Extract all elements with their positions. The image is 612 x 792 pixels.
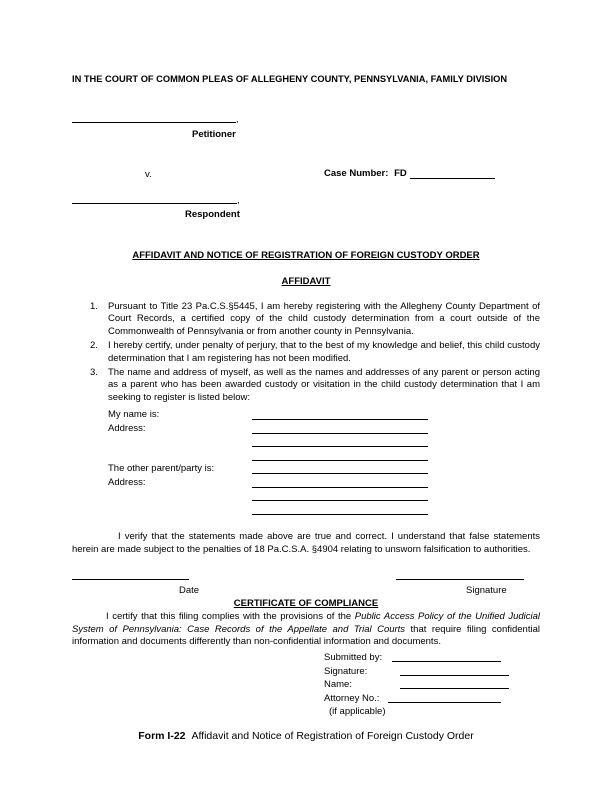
case-number-field[interactable] <box>410 178 495 179</box>
other-address-field-1[interactable] <box>252 487 428 488</box>
form-title: Affidavit and Notice of Registration of Foreign Custody Order <box>191 730 474 742</box>
certificate-title: CERTIFICATE OF COMPLIANCE <box>233 598 379 609</box>
versus-label: v. <box>145 169 152 180</box>
verification-paragraph: I verify that the statements made above are true and correct. I understand that false statements herein are made subject to the penalties of 18 Pa.C.S.A. §4904 relating to unsworn falsification to authorities. <box>72 531 540 555</box>
respondent-label: Respondent <box>185 209 240 220</box>
form-footer <box>0 730 612 742</box>
certificate-text-2: that require filing confidential information and documents differently than non-confidential information and documents. <box>72 623 540 648</box>
signature-label: Signature <box>466 585 507 596</box>
item-text: I hereby certify, under penalty of perjury, that to the best of my knowledge and belief, this child custody determination that I am registering has not been modified. <box>108 340 540 364</box>
date-label: Date <box>179 585 200 596</box>
item-text: The name and address of myself, as well as the names and addresses of any parent or person acting as a parent who has been awarded custody or visitation in the child custody determination that I am seeking to register is listed below: <box>108 367 540 403</box>
date-line[interactable] <box>72 579 189 580</box>
other-party-label: The other parent/party is: <box>108 463 215 474</box>
case-number-text: Case Number: <box>324 168 389 179</box>
attorney-no-label: Attorney No.: <box>324 693 380 704</box>
list-item <box>90 367 540 404</box>
other-address-label: Address: <box>108 477 146 488</box>
attorney-no-field[interactable] <box>388 702 501 703</box>
signature-label-2: Signature: <box>324 666 368 677</box>
court-heading: IN THE COURT OF COMMON PLEAS OF ALLEGHENY COUNTY, PENNSYLVANIA, FAMILY DIVISION <box>72 74 508 84</box>
submitted-by-field[interactable] <box>392 661 501 662</box>
other-address-field-2[interactable] <box>252 500 428 501</box>
my-name-label: My name is: <box>108 409 160 420</box>
respondent-comma: , <box>237 195 240 206</box>
cert-signature-field[interactable] <box>400 675 509 676</box>
other-address-field-3[interactable] <box>252 514 428 515</box>
item-number: 3. <box>90 367 98 379</box>
name-field[interactable] <box>400 688 509 689</box>
form-id: Form I-22 <box>138 730 186 742</box>
document-title: AFFIDAVIT AND NOTICE OF REGISTRATION OF FOREIGN CUSTODY ORDER <box>132 250 480 261</box>
case-number-label <box>324 168 407 179</box>
if-applicable-label: (if applicable) <box>329 706 386 717</box>
petitioner-comma: , <box>236 114 239 125</box>
petitioner-label: Petitioner <box>192 129 236 140</box>
name-label: Name: <box>324 679 352 690</box>
address-label: Address: <box>108 423 146 434</box>
list-item <box>90 301 540 338</box>
address-field-3[interactable] <box>252 460 428 461</box>
item-text: Pursuant to Title 23 Pa.C.S.§5445, I am hereby registering with the Allegheny County Department of Court Records, a certified copy of the child custody determination from a court outside of the Commonwealth of Pennsylvania or from another county in Pennsylvania. <box>108 301 540 337</box>
other-party-field[interactable] <box>252 473 428 474</box>
certificate-text-1: I certify that this filing complies with the provisions of the <box>106 611 355 622</box>
submitted-by-label: Submitted by: <box>324 652 383 663</box>
list-item <box>90 340 540 365</box>
address-field-1[interactable] <box>252 433 428 434</box>
item-number: 1. <box>90 301 98 312</box>
respondent-line[interactable] <box>72 203 237 204</box>
certificate-paragraph <box>72 611 540 649</box>
case-prefix: FD <box>394 168 407 179</box>
my-name-field[interactable] <box>252 419 428 420</box>
signature-line[interactable] <box>396 579 524 580</box>
affidavit-items <box>90 301 540 404</box>
document-subtitle: AFFIDAVIT <box>281 276 331 287</box>
petitioner-line[interactable] <box>72 122 236 123</box>
certificate-policy-title: Public Access Policy of the Unified Judicial System of Pennsylvania: Case Records of the Appellate and Trial Courts <box>72 611 540 635</box>
item-number: 2. <box>90 340 98 352</box>
address-field-2[interactable] <box>252 446 428 447</box>
